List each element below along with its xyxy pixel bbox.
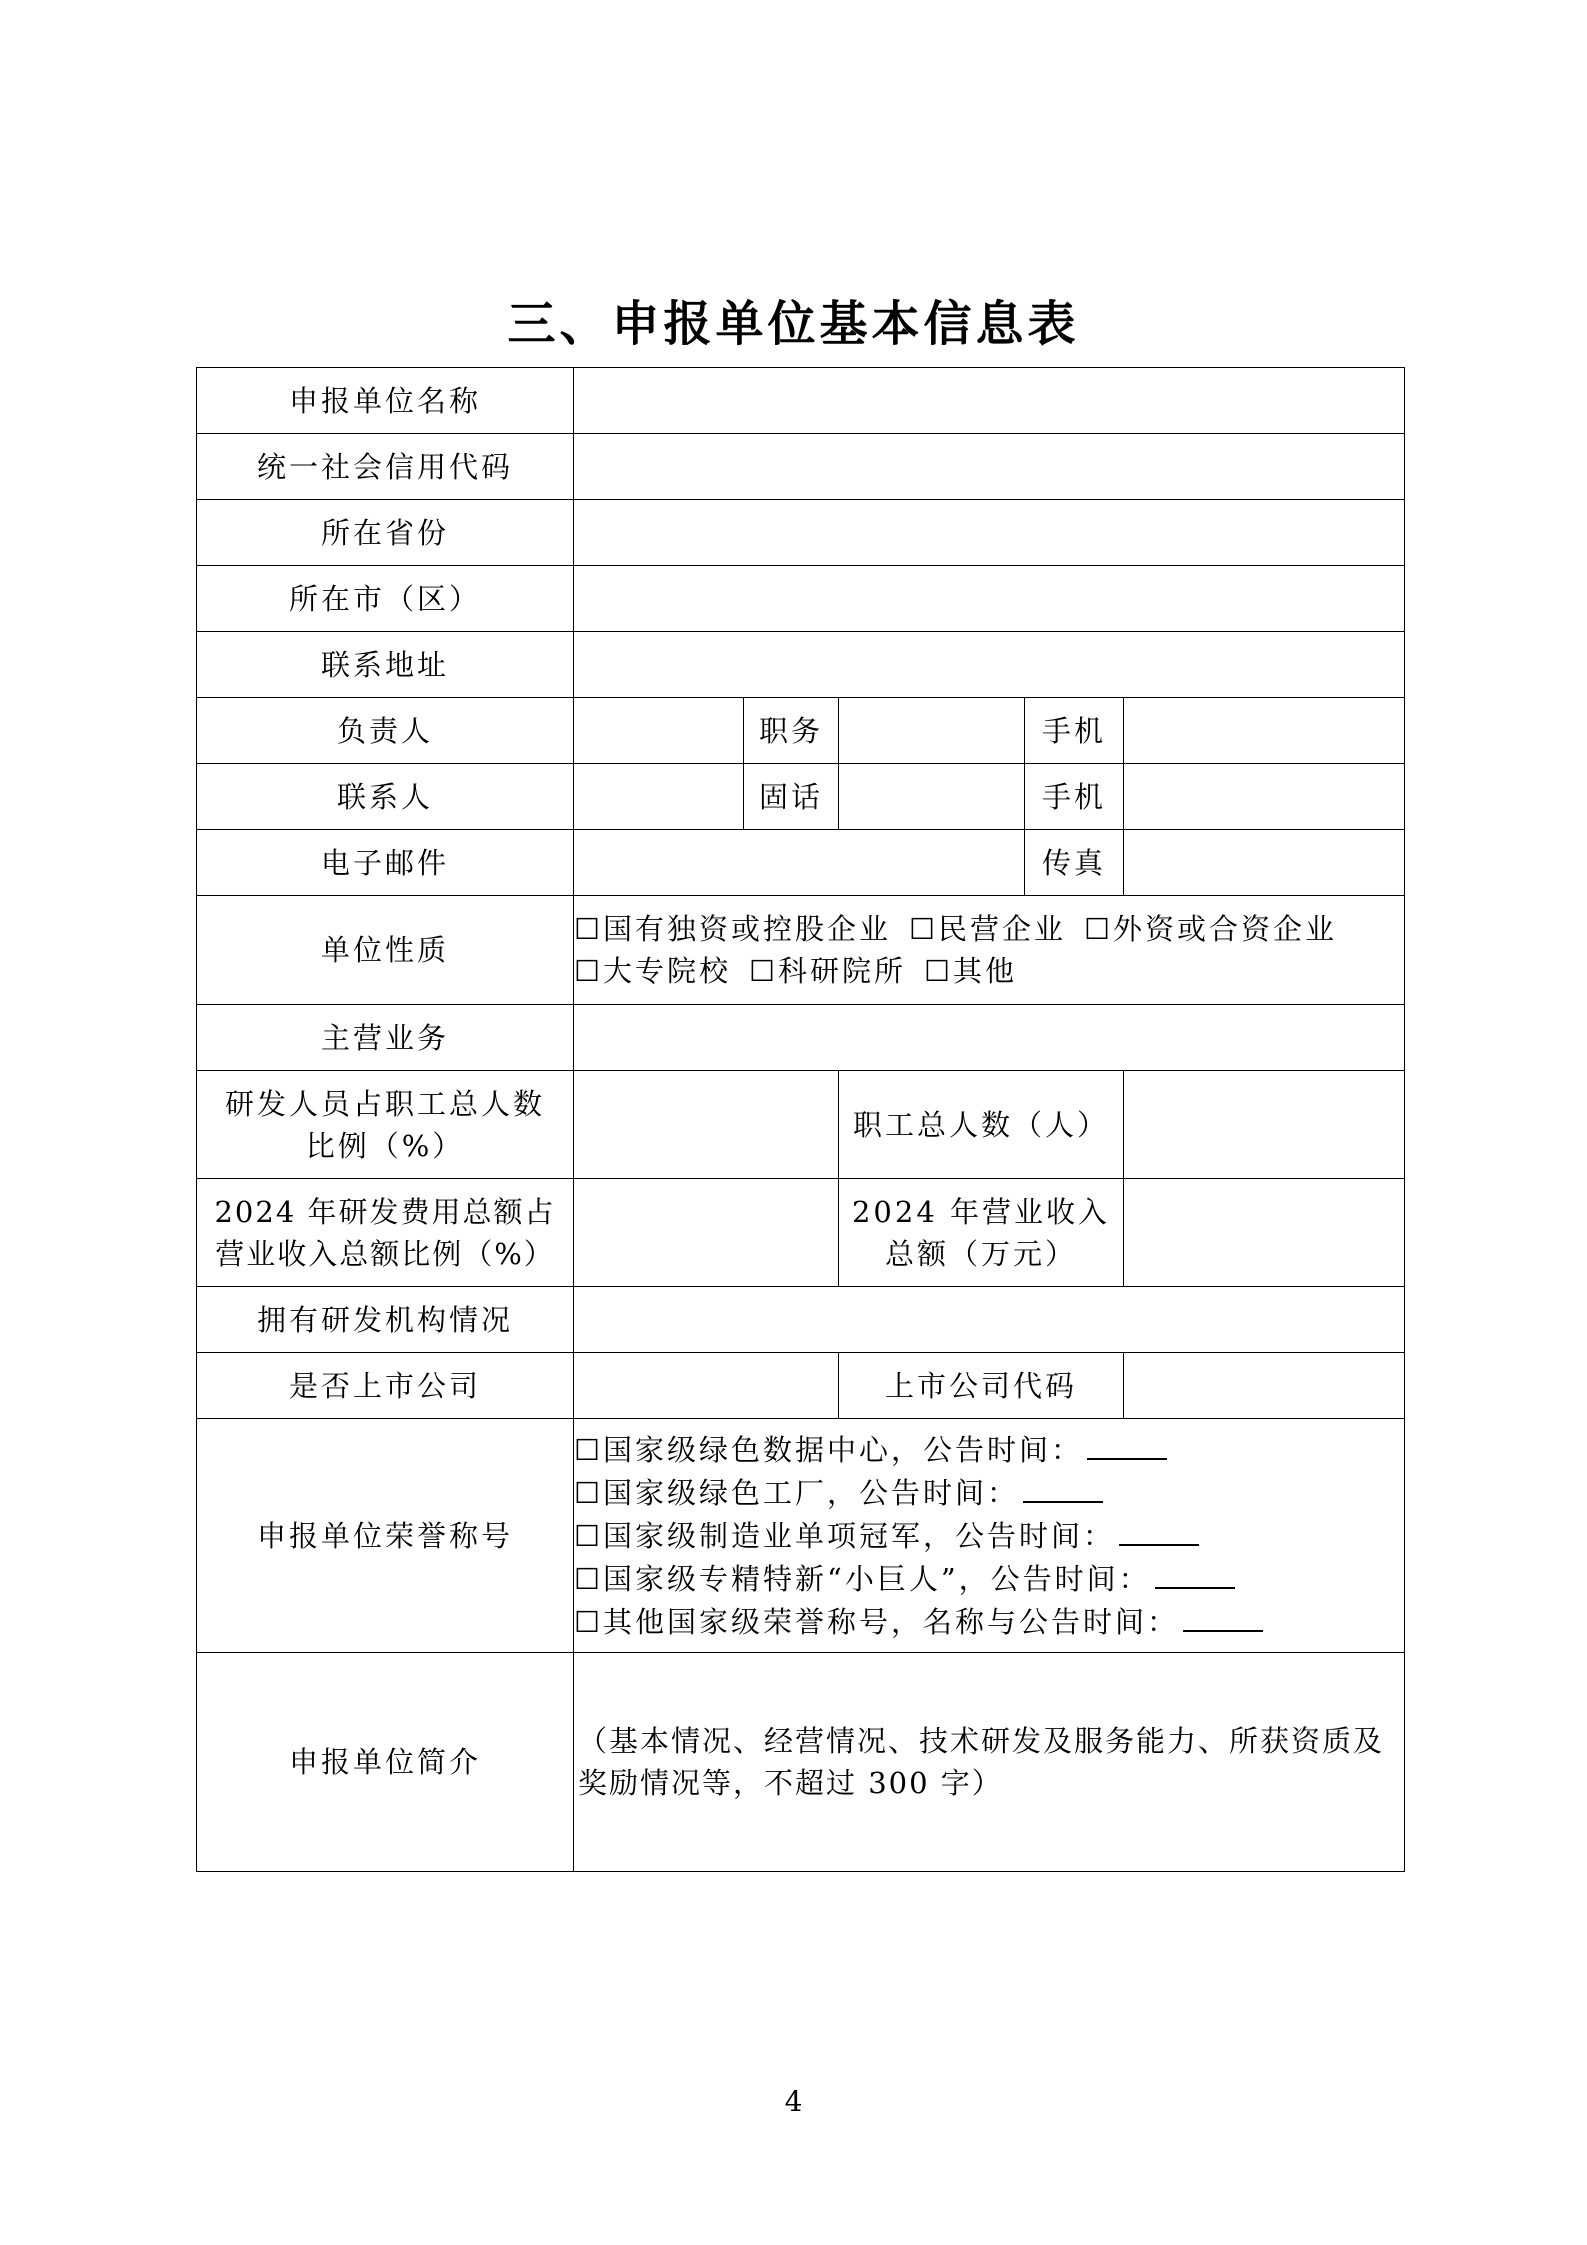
city-label: 所在市（区） [197,566,574,632]
responsible-person-field[interactable] [574,698,744,764]
honors-options [574,1419,1405,1653]
unit-name-label: 申报单位名称 [197,368,574,434]
credit-code-label: 统一社会信用代码 [197,434,574,500]
nature-option-state-owned[interactable]: ☐国有独资或控股企业 [574,912,891,946]
table-row [197,1071,1405,1179]
unit-nature-options [574,896,1405,1005]
nature-option-other[interactable]: ☐其他 [924,954,1017,988]
mobile-field-1[interactable] [1124,698,1405,764]
table-row [197,1653,1405,1872]
honor-date-blank[interactable] [1119,1514,1199,1546]
stock-code-label: 上市公司代码 [839,1353,1124,1419]
table-row [197,1287,1405,1353]
fax-label: 传真 [1025,830,1124,896]
table-row [197,566,1405,632]
city-field[interactable] [574,566,1405,632]
intro-label: 申报单位简介 [197,1653,574,1872]
province-field[interactable] [574,500,1405,566]
honor-option-green-data-center[interactable]: ☐国家级绿色数据中心，公告时间： [574,1433,1083,1467]
nature-option-research[interactable]: ☐科研院所 [749,954,906,988]
table-row [197,1005,1405,1071]
table-row [197,1353,1405,1419]
email-field[interactable] [574,830,1025,896]
table-row [197,830,1405,896]
rd-institution-label: 拥有研发机构情况 [197,1287,574,1353]
total-staff-field[interactable] [1124,1071,1405,1179]
revenue-2024-field[interactable] [1124,1179,1405,1287]
honor-date-blank[interactable] [1023,1471,1103,1503]
main-business-label: 主营业务 [197,1005,574,1071]
honor-date-blank[interactable] [1183,1600,1263,1632]
table-row [197,368,1405,434]
table-row [197,764,1405,830]
province-label: 所在省份 [197,500,574,566]
honor-date-blank[interactable] [1087,1428,1167,1460]
address-field[interactable] [574,632,1405,698]
table-row [197,632,1405,698]
honor-option-single-champion[interactable]: ☐国家级制造业单项冠军，公告时间： [574,1519,1115,1553]
mobile-label-1: 手机 [1025,698,1124,764]
email-label: 电子邮件 [197,830,574,896]
table-row [197,500,1405,566]
fax-field[interactable] [1124,830,1405,896]
honor-option-other[interactable]: ☐其他国家级荣誉称号，名称与公告时间： [574,1605,1179,1639]
position-label: 职务 [744,698,839,764]
basic-info-table [196,367,1405,1872]
unit-name-field[interactable] [574,368,1405,434]
honor-option-little-giant[interactable]: ☐国家级专精特新“小巨人”，公告时间： [574,1562,1151,1596]
contact-person-field[interactable] [574,764,744,830]
nature-option-university[interactable]: ☐大专院校 [574,954,731,988]
rd-expense-ratio-label: 2024 年研发费用总额占营业收入总额比例（%） [197,1179,574,1287]
rd-ratio-label: 研发人员占职工总人数比例（%） [197,1071,574,1179]
page-number: 4 [784,2085,803,2118]
landline-label: 固话 [744,764,839,830]
credit-code-field[interactable] [574,434,1405,500]
nature-option-foreign[interactable]: ☐外资或合资企业 [1084,912,1337,946]
address-label: 联系地址 [197,632,574,698]
is-listed-label: 是否上市公司 [197,1353,574,1419]
total-staff-label: 职工总人数（人） [839,1071,1124,1179]
honor-date-blank[interactable] [1155,1557,1235,1589]
table-row [197,434,1405,500]
is-listed-field[interactable] [574,1353,839,1419]
table-row [197,1419,1405,1653]
mobile-field-2[interactable] [1124,764,1405,830]
mobile-label-2: 手机 [1025,764,1124,830]
revenue-2024-label: 2024 年营业收入总额（万元） [839,1179,1124,1287]
rd-ratio-field[interactable] [574,1071,839,1179]
honor-option-green-factory[interactable]: ☐国家级绿色工厂，公告时间： [574,1476,1019,1510]
responsible-person-label: 负责人 [197,698,574,764]
unit-nature-label: 单位性质 [197,896,574,1005]
main-business-field[interactable] [574,1005,1405,1071]
page-title: 三、申报单位基本信息表 [507,296,1080,352]
honors-label: 申报单位荣誉称号 [197,1419,574,1653]
table-row [197,1179,1405,1287]
intro-field[interactable]: （基本情况、经营情况、技术研发及服务能力、所获资质及奖励情况等，不超过 300 字） [574,1653,1405,1872]
position-field[interactable] [839,698,1025,764]
landline-field[interactable] [839,764,1025,830]
stock-code-field[interactable] [1124,1353,1405,1419]
contact-person-label: 联系人 [197,764,574,830]
rd-expense-ratio-field[interactable] [574,1179,839,1287]
rd-institution-field[interactable] [574,1287,1405,1353]
nature-option-private[interactable]: ☐民营企业 [909,912,1066,946]
table-row [197,896,1405,1005]
table-row [197,698,1405,764]
